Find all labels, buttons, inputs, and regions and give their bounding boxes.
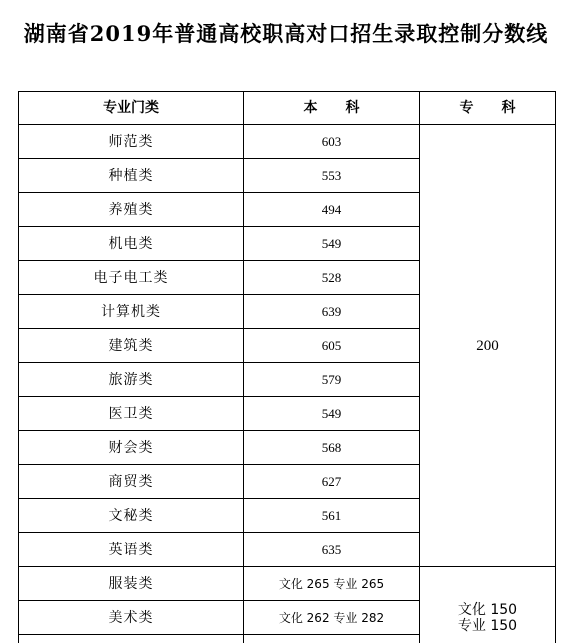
document-title: 湖南省2019年普通高校职高对口招生录取控制分数线	[23, 21, 549, 46]
category-cell: 美术类	[19, 601, 244, 635]
junior-general-cell: 200	[420, 125, 556, 567]
category-cell-empty	[19, 635, 244, 643]
undergrad-cell: 494	[244, 193, 420, 227]
undergrad-cell: 568	[244, 431, 420, 465]
undergrad-cell: 605	[244, 329, 420, 363]
undergrad-cell-empty	[244, 635, 420, 643]
undergrad-cell: 528	[244, 261, 420, 295]
undergrad-cell: 549	[244, 227, 420, 261]
category-cell: 服装类	[19, 567, 244, 601]
undergrad-cell: 文化 262 专业 282	[244, 601, 420, 635]
junior-art-cell	[420, 567, 556, 643]
category-cell: 机电类	[19, 227, 244, 261]
undergrad-cell: 635	[244, 533, 420, 567]
undergrad-cell: 553	[244, 159, 420, 193]
undergrad-cell: 549	[244, 397, 420, 431]
category-cell: 师范类	[19, 125, 244, 159]
table-row	[19, 567, 556, 601]
score-table	[18, 91, 556, 643]
junior-art-major: 专业 150	[457, 617, 518, 634]
header-junior: 专 科	[420, 92, 556, 125]
category-cell: 计算机类	[19, 295, 244, 329]
undergrad-cell: 603	[244, 125, 420, 159]
header-category: 专业门类	[19, 92, 244, 125]
junior-art-culture: 文化 150	[457, 601, 518, 618]
category-cell: 财会类	[19, 431, 244, 465]
category-cell: 医卫类	[19, 397, 244, 431]
table-row	[19, 125, 556, 159]
undergrad-cell: 639	[244, 295, 420, 329]
category-cell: 旅游类	[19, 363, 244, 397]
category-cell: 建筑类	[19, 329, 244, 363]
category-cell: 电子电工类	[19, 261, 244, 295]
category-cell: 养殖类	[19, 193, 244, 227]
header-undergrad: 本 科	[244, 92, 420, 125]
undergrad-cell: 文化 265 专业 265	[244, 567, 420, 601]
undergrad-cell: 561	[244, 499, 420, 533]
table-header-row	[19, 92, 556, 125]
category-cell: 商贸类	[19, 465, 244, 499]
undergrad-cell: 627	[244, 465, 420, 499]
undergrad-cell: 579	[244, 363, 420, 397]
category-cell: 种植类	[19, 159, 244, 193]
category-cell: 文秘类	[19, 499, 244, 533]
category-cell: 英语类	[19, 533, 244, 567]
